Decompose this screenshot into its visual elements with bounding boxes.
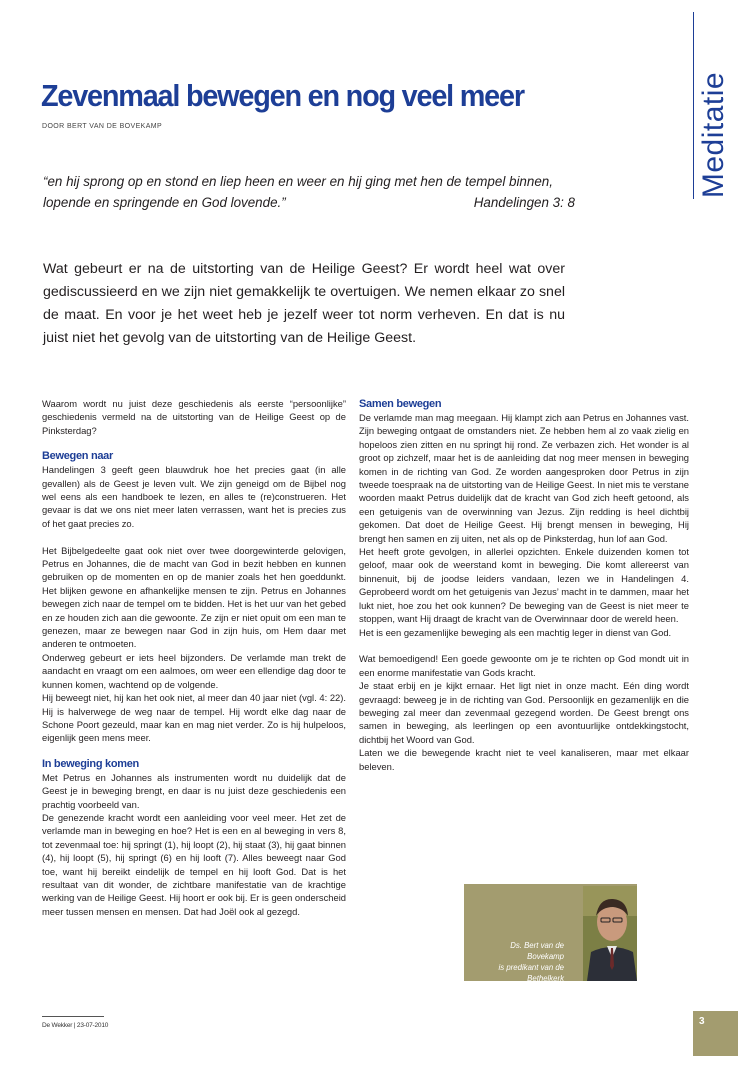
paragraph: Onderweg gebeurt er iets heel bijzonders. De verlamde man trekt de aandacht en vraagt om een aalmoes, om weer een ellendige dag door te kunnen komen, wachtend op de volgende. — [42, 651, 346, 690]
caption-line: is predikant van de Bethelkerk — [498, 963, 564, 983]
paragraph: De genezende kracht wordt een aanleiding voor veel meer. Het zet de verlamde man in beweging en hoe? Het is een en al beweging in vers 8, tot zevenmaal toe: hij springt (1), hij loopt (2), hij staat (3), hij gaat binnen (4), hij loopt (5), hij springt (6) en hij looft (7). Alles beweegt naar God toe, want hij bereikt eindelijk de tempel en hij looft God. Dat is het resultaat van dit wonder, de zichtbare manifestatie van de krachtige werking van de Heilige Geest. Hij hoort er ook bij. Er is geen onderscheid meer tussen mensen en mensen. Dat had Joël ook al gezegd. — [42, 811, 346, 917]
paragraph: Met Petrus en Johannes als instrumenten wordt nu duidelijk dat de Geest je in beweging brengt, en daar is nu juist deze geschiedenis een prachtig voorbeeld van. — [42, 771, 346, 810]
paragraph: Handelingen 3 geeft geen blauwdruk hoe het precies gaat (in alle gevallen) als de Geest je leven vult. We zijn geneigd om de Bijbel nog wel eens als een handboek te lezen, en alles te (re)construeren. Het gevaar is dat we ons niet meer laten verrassen, want het is precies zus of het gaat precies zo. — [42, 464, 346, 529]
caption-line: te Veenendaal. — [511, 985, 564, 994]
footer-publication: De Wekker | 23-07-2010 — [42, 1022, 109, 1029]
paragraph: De verlamde man mag meegaan. Hij klampt zich aan Petrus en Johannes vast. Zijn beweging ontgaat de omstanders niet. Ze hebben hem al zo vaak zielig en hopeloos zien zitten en nu springt hij rond. Ze verbazen zich. Het wonder is al groot op zichzelf, maar het is de aanleiding dat nog meer mensen in beweging komen in de richting van God. Ze worden aangesproken door Petrus in zijn tweede toespraak na de uitstorting van de Heilige Geest. In niet mis te verstane woorden maakt Petrus duidelijk dat de kracht van God zich heeft getoond, als een getuigenis van de overwinning van Jezus. Zijn redding is heel dichtbij gekomen. Dat doet de Heilige Geest. Hij brengt mensen in beweging, Hij brengt hen samen en zij uiten, net als op de Pinksterdag, hun lof aan God. — [359, 412, 689, 544]
paragraph: Wat bemoedigend! Een goede gewoonte om je te richten op God mondt uit in een enorme manifestatie van Gods kracht. — [359, 653, 689, 678]
article-title: Zevenmaal bewegen en nog veel meer — [41, 78, 524, 113]
section-label-text: Meditatie — [697, 71, 730, 199]
quote-reference: Handelingen 3: 8 — [473, 195, 575, 210]
paragraph: Het heeft grote gevolgen, in allerlei opzichten. Enkele duizenden komen tot geloof, maar ook de weerstand komt in beweging. Die komt allereerst van binnenuit, bij de joodse leiders vandaan, lezen we in Handelingen 4. Geprobeerd wordt om het getuigenis van Jezus’ macht in te dammen, maar het lukt niet, hoe zou het ook kunnen? De beweging van de Geest is niet meer te stoppen, want Hij draagt de kracht van de Overwinnaar door de wereld heen. — [359, 546, 689, 625]
left-column — [42, 397, 346, 918]
subheading: Bewegen naar — [42, 450, 113, 463]
bible-quote — [43, 171, 575, 213]
page-number: 3 — [699, 1016, 705, 1027]
photo-caption — [472, 940, 564, 995]
caption-line: Ds. Bert van de Bovekamp — [510, 941, 564, 961]
quote-text: “en hij sprong op en stond en liep heen en weer en hij ging met hen de tempel binnen, lopende en springende en God lovende.” — [43, 174, 553, 210]
paragraph: Hij beweegt niet, hij kan het ook niet, al meer dan 40 jaar niet (vgl. 4: 22). Hij is halverwege de weg naar de tempel. Hij wordt elke dag naar de Schone Poort gezeuld, maar kan en mag niet verder. Zo is hij hulpeloos, eigenlijk geen mens meer. — [42, 692, 346, 744]
intro-paragraph: Wat gebeurt er na de uitstorting van de Heilige Geest? Er wordt heel wat over gediscussieerd en we zijn niet gemakkelijk te overtuigen. We nemen elkaar zo snel de maat. En voor je het weet heb je jezelf weer tot norm verheven. En dat is nu juist niet het gevolg van de uitstorting van de Heilige Geest. — [43, 261, 565, 346]
byline: DOOR BERT VAN DE BOVEKAMP — [42, 123, 163, 130]
subheading: In beweging komen — [42, 757, 139, 770]
footer-divider — [42, 1016, 104, 1017]
paragraph: Je staat erbij en je kijkt ernaar. Het ligt niet in onze macht. Eén ding wordt gevraagd: beweeg je in de richting van God. Persoonlijk en gezamenlijk en die beweging zal meer dan zevenmaal gezegend worden. De Geest brengt ons samen in beweging, als leerlingen op een avontuurlijke ontdekkingstocht, dichtbij het Woord van God. — [359, 680, 689, 745]
right-column — [359, 397, 689, 773]
paragraph: Waarom wordt nu juist deze geschiedenis als eerste “persoonlijke” geschiedenis vermeld na de uitstorting van de Heilige Geest op de Pinksterdag? — [42, 398, 346, 436]
author-photo — [583, 886, 637, 981]
subheading: Samen bewegen — [359, 398, 442, 410]
paragraph: Het is een gezamenlijke beweging als een machtig leger in dienst van God. — [359, 626, 672, 638]
paragraph: Het Bijbelgedeelte gaat ook niet over twee doorgewinterde gelovigen, Petrus en Johannes, die de macht van God in bezit hebben en kunnen gebruiken op de momenten en op de manier zoals het hen goeddunkt. Het blijken gewone en afhankelijke mensen te zijn. Petrus en Johannes bewegen zich naar de tempel om te bidden. Het is het uur van het gebed en ze houden zich aan die gewoonte. Ze zijn er niet opuit om een man te genezen, maar ze bewegen naar God in zijn huis, om Hem daar met anderen te ontmoeten. — [42, 544, 346, 650]
section-label — [694, 71, 734, 199]
paragraph: Laten we die bewegende kracht niet te veel kanaliseren, maar met elkaar beleven. — [359, 747, 689, 772]
author-portrait-image — [583, 886, 637, 981]
